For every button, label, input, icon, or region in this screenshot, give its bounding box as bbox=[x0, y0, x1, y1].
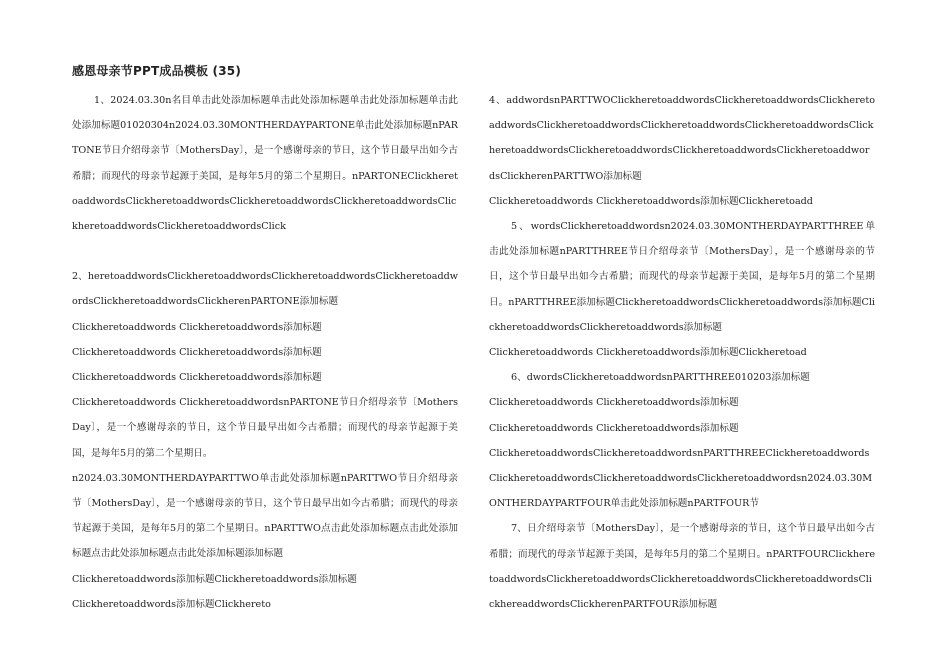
paragraph-line: ClickheretoaddwordsClickheretoaddwordsnPARTTHREEClickheretoaddwordsClickheretoaddwordsClickheretoaddwordsClickheretoaddwordsn2024.03.30MONTHERDAYPARTFOUR单击此处添加标题nPARTFOUR节 bbox=[489, 447, 873, 510]
paragraph-line: Clickheretoaddwords添加标题Clickhereto bbox=[72, 598, 271, 610]
paragraph-5: 5、wordsClickheretoaddwordsn2024.03.30MONTHERDAYPARTTHREE单击此处添加标题nPARTTHREE节日介绍母亲节〔MothersDay〕，是一个感谢母亲的节日，这个节日最早出如今古希腊；而现代的母亲节起源于美国，是每年5月的第二个星期日。nPARTTHREE添加标题ClickheretoaddwordsClickheretoaddwords添加标题ClickheretoaddwordsClickheretoaddwords添加标题 bbox=[489, 221, 875, 333]
paragraph-line: Clickheretoaddwords Clickheretoaddwords添加标题 bbox=[489, 397, 739, 409]
paragraph-line: Clickheretoaddwords添加标题Clickheretoaddwords添加标题 bbox=[72, 573, 357, 585]
paragraph-line: Clickheretoaddwords Clickheretoaddwords添加标题Clickheretoad bbox=[489, 347, 807, 359]
paragraph-line: Clickheretoaddwords Clickheretoaddwords添加标题 bbox=[72, 321, 322, 333]
paragraph-line: Clickheretoaddwords ClickheretoaddwordsnPARTONE节日介绍母亲节〔MothersDay〕，是一个感谢母亲的节日，这个节日最早出如今古希腊；而现代的母亲节起源于美国，是每年5月的第二个星期日。 bbox=[72, 397, 458, 459]
paragraph-line: Clickheretoaddwords Clickheretoaddwords添加标题 bbox=[489, 422, 739, 434]
paragraph-7: 7、日介绍母亲节〔MothersDay〕，是一个感谢母亲的节日，这个节日最早出如今古希腊；而现代的母亲节起源于美国，是每年5月的第二个星期日。nPARTFOURClickheretoaddwordsClickheretoaddwordsClickheretoaddwordsClickheretoaddwordsClickhereaddwordsClickherenPARTFOUR添加标题 bbox=[489, 523, 875, 611]
paragraph-2: 2、heretoaddwordsClickheretoaddwordsClickheretoaddwordsClickheretoaddwordsClickheretoaddwordsClickherenPARTONE添加标题 bbox=[72, 271, 458, 308]
right-column bbox=[489, 88, 875, 617]
document-title: 感恩母亲节PPT成品模板 (35) bbox=[72, 64, 242, 78]
paragraph-line: Clickheretoaddwords Clickheretoaddwords添加标题 bbox=[72, 346, 322, 358]
paragraph-6: 6、dwordsClickheretoaddwordsnPARTTHREE010203添加标题 bbox=[511, 372, 810, 384]
paragraph-gap bbox=[72, 239, 458, 264]
paragraph-3: n2024.03.30MONTHERDAYPARTTWO单击此处添加标题nPARTTWO节日介绍母亲节〔MothersDay〕，是一个感谢母亲的节日，这个节日最早出如今古希腊；而现代的母亲节起源于美国，是每年5月的第二个星期日。nPARTTWO点击此处添加标题点击此处添加标题点击此处添加标题点击此处添加标题添加标题 bbox=[72, 472, 458, 560]
paragraph-4: 4、addwordsnPARTTWOClickheretoaddwordsClickheretoaddwordsClickheretoaddwordsClickheretoaddwordsClickheretoaddwordsClickheretoaddwordsClickheretoaddwordsClickheretoaddwordsClickheretoaddwordsClickheretoaddwordsClickherenPARTTWO添加标题 bbox=[489, 95, 875, 182]
left-column bbox=[72, 88, 458, 617]
paragraph-line: Clickheretoaddwords Clickheretoaddwords添加标题Clickheretoadd bbox=[489, 195, 813, 207]
paragraph-line: Clickheretoaddwords Clickheretoaddwords添加标题 bbox=[72, 372, 322, 384]
paragraph-1: 1、2024.03.30n名目单击此处添加标题单击此处添加标题单击此处添加标题单击此处添加标题01020304n2024.03.30MONTHERDAYPARTONE单击此处添加标题nPARTONE节日介绍母亲节〔MothersDay〕，是一个感谢母亲的节日，这个节日最早出如今古希腊；而现代的母亲节起源于美国，是每年5月的第二个星期日。nPARTONEClickheretoaddwordsClickheretoaddwordsClickheretoaddwordsClickheretoaddwordsClickheretoaddwordsClickheretoaddwordsClick bbox=[72, 95, 458, 233]
